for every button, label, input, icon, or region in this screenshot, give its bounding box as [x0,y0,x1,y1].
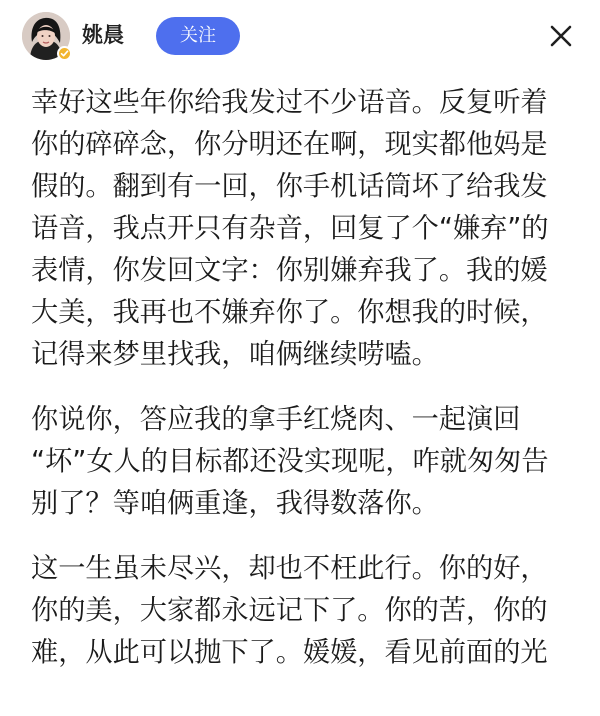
close-button[interactable] [546,21,576,51]
username[interactable]: 姚晨 [82,23,124,47]
post-paragraph-3: 这一生虽未尽兴，却也不枉此行。你的好， 你的美，大家都永远记下了。你的苦，你的 难，从此可以抛下了。媛媛，看见前面的光 [31,553,548,668]
avatar[interactable] [22,12,70,60]
post-body [31,82,579,674]
verified-badge-icon [57,46,72,61]
post-paragraph-1: 幸好这些年你给我发过不少语音。反复听着 你的碎碎念，你分明还在啊，现实都他妈是 假的。翻到有一回，你手机话筒坏了给我发 语音，我点开只有杂音，回复了个“嫌弃”的 表情，你发回文字：你别嫌弃我了。我的媛 大美，我再也不嫌弃你了。你想我的时候， 记得来梦里找我，咱俩继续唠嗑。 [31,87,549,370]
close-icon [546,21,576,51]
post-header [0,0,600,72]
post-paragraph-2: 你说你，答应我的拿手红烧肉、一起演回 “坏”女人的目标都还没实现呢，咋就匆匆告 别了？等咱俩重逢，我得数落你。 [31,404,549,519]
follow-button[interactable]: 关注 [156,17,240,55]
